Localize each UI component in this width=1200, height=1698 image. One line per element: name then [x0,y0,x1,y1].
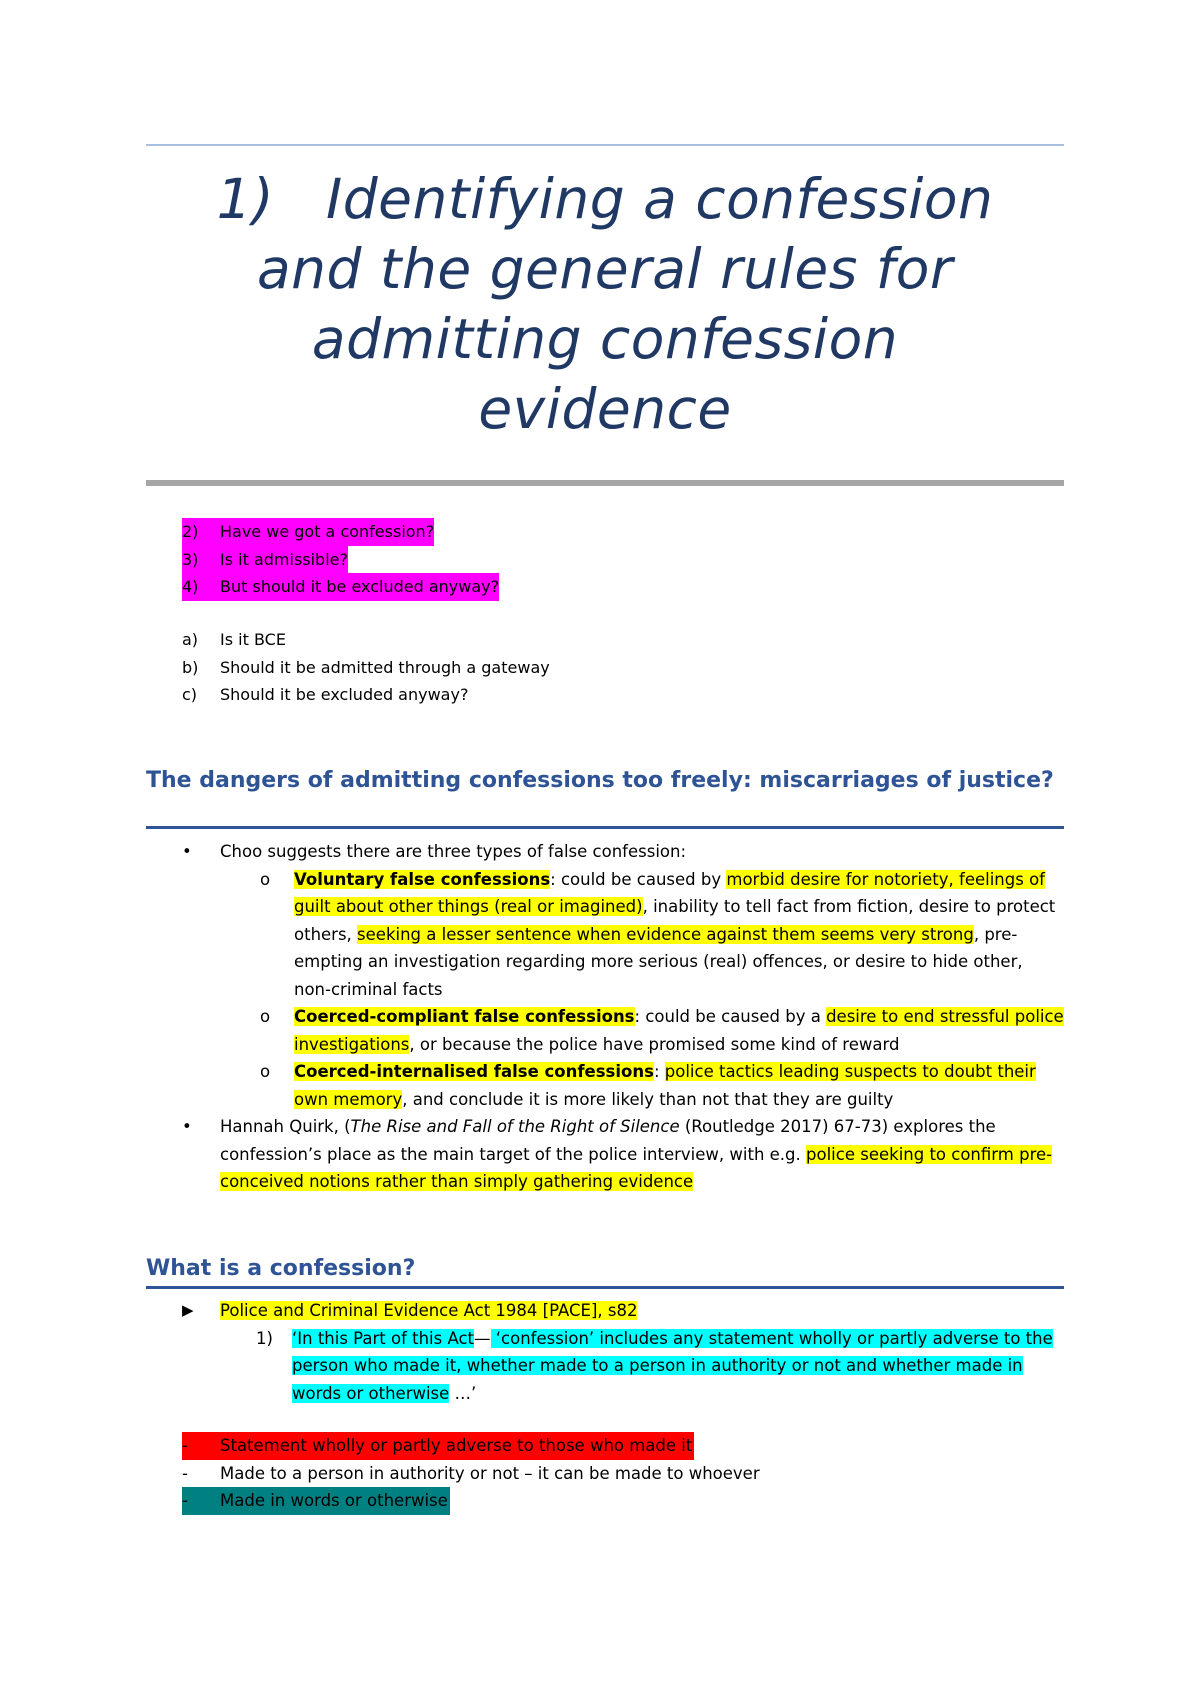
text-run: , pre-empting an investigation regarding more serious (real) offences, or desire to hide other, non-criminal facts [294,924,1023,999]
sub-item-coerced-compliant [220,1003,1064,1058]
title-line-4: evidence [478,377,732,441]
highlight-run [182,1487,450,1515]
list-item-text: Statement wholly or partly adverse to those who made it [220,1436,693,1455]
term-label: Coerced-internalised false confessions [294,1062,654,1081]
text-run: : could be caused by [550,869,727,889]
highlight-run: police seeking to confirm pre-conceived notions rather than simply gathering evidence [220,1144,1053,1191]
quote-start: ‘In this Part of this Act [292,1328,475,1348]
sub-marker: o [260,1007,271,1026]
dash-marker: - [182,1491,188,1510]
list-item-text: Have we got a confession? [220,522,435,541]
title-line-2: and the general rules for [256,237,954,301]
sub-item-coerced-internalised [220,1058,1064,1113]
highlight-run: police tactics leading suspects to doubt their own memory [294,1062,1036,1109]
quote-dash: — [474,1328,491,1348]
highlight-run: seeking a lesser sentence when evidence against them seems very strong [357,924,974,944]
list-marker: 4) [182,577,199,596]
highlight-run: morbid desire for notoriety, feelings of guilt about other things (real or imagined) [294,869,1045,916]
dash-marker: - [182,1463,188,1483]
list-item [182,573,499,601]
title-line-1: Identifying a confession [326,167,994,231]
title-line-3: admitting confession [311,307,899,371]
sub-marker: o [260,1062,271,1081]
arrow-right-icon: ▶ [182,1301,194,1319]
list-item-text: Made in words or otherwise [220,1491,448,1510]
section-heading-dangers: The dangers of admitting confessions too freely: miscarriages of justice? [146,768,1054,793]
highlight-run [182,1432,694,1460]
confession-elements-list [182,1432,760,1515]
list-item [182,546,348,574]
bullet-item [146,1113,1064,1196]
list-item-text: Is it BCE [220,630,286,649]
title-top-rule [146,144,1064,146]
statute-quote [146,1325,1064,1408]
heading-underline [146,826,1064,829]
pace-statute-block [146,1297,1064,1407]
list-marker: b) [182,657,199,677]
term-label: Voluntary false confessions [294,869,551,889]
pace-heading [146,1297,1064,1325]
false-confession-list [146,838,1064,1196]
book-title: The Rise and Fall of the Right of Silence [350,1117,680,1136]
list-item [182,626,550,654]
list-item [182,681,550,709]
bullet-text: Choo suggests there are three types of false confession: [220,842,687,861]
list-marker: a) [182,630,199,649]
bullet-dot: • [182,1117,192,1136]
list-item [182,1487,760,1515]
text-run: Hannah Quirk, ( [220,1117,351,1136]
title-bottom-rule [146,480,1064,486]
sub-list [220,866,1064,1114]
list-item-text: Is it admissible? [220,549,348,569]
bullet-item [146,838,1064,1113]
quote-highlight: ‘confession’ includes any statement wholly or partly adverse to the person who made it, whether made to a person in authority or not and whether made in words or otherwise [292,1328,1053,1403]
list-item [182,1460,760,1488]
list-marker: 3) [182,549,199,569]
heading-underline [146,1286,1064,1289]
sub-item-voluntary [220,866,1064,1004]
list-item-text: Should it be excluded anyway? [220,685,469,704]
list-marker: 2) [182,522,199,541]
list-item [182,1432,760,1460]
list-item-text: But should it be excluded anyway? [220,577,500,596]
term-label: Coerced-compliant false confessions [294,1007,635,1026]
sub-number: 1) [256,1328,273,1348]
bullet-dot: • [182,842,192,861]
list-item-text: Made to a person in authority or not – it can be made to whoever [220,1463,760,1483]
list-item [182,518,434,546]
section-heading-what-is-confession: What is a confession? [146,1256,416,1281]
title-number: 1) [216,167,275,231]
statute-title: Police and Criminal Evidence Act 1984 [PACE], s82 [220,1301,638,1320]
question-list [182,518,499,601]
text-run: , and conclude it is more likely than not that they are guilty [402,1089,894,1109]
quote-end: …’ [449,1383,477,1403]
steps-list [182,626,550,709]
dash-marker: - [182,1436,188,1455]
text-run: , inability to tell fact from fiction, desire to protect others, [294,897,1056,944]
list-item [182,654,550,682]
page-title [146,164,1064,444]
highlight-run: desire to end stressful police investigations [294,1007,1064,1054]
text-run: : could be caused by a [634,1007,827,1026]
list-item-text: Should it be admitted through a gateway [220,657,550,677]
text-run: , or because the police have promised some kind of reward [409,1034,900,1054]
text-run: (Routledge 2017) 67-73) explores the confession’s place as the main target of the police interview, with e.g. [220,1117,996,1164]
list-marker: c) [182,685,198,704]
text-run: : [653,1062,665,1081]
sub-marker: o [260,869,271,889]
